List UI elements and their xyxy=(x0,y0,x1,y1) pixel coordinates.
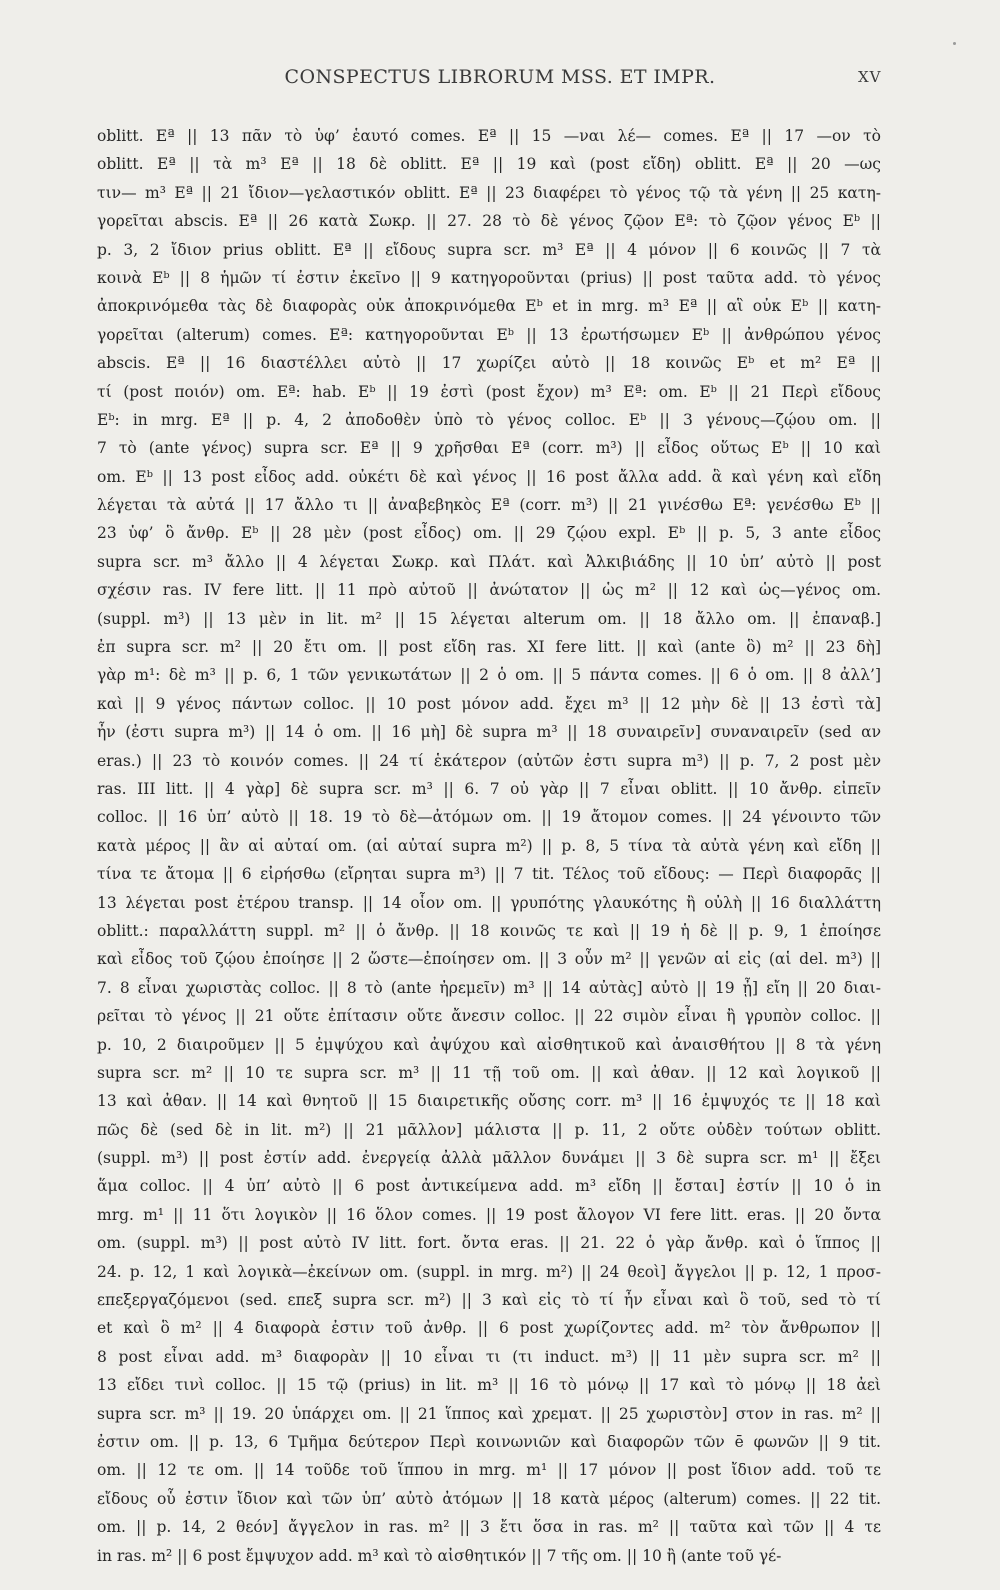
text-line: abscis. Eª || 16 διαστέλλει αὐτὸ || 17 χωρίζει αὐτὸ || 18 κοινῶς Eᵇ et m² Eª || xyxy=(97,354,881,373)
text-line: εἴδους οὗ ἐστιν ἴδιον καὶ τῶν ὑπ’ αὐτὸ ἀτόμων || 18 κατὰ μέρος (alterum) comes. || 22 tit. xyxy=(97,1489,881,1508)
text-line: et καὶ ὃ m² || 4 διαφορὰ ἐστιν τοῦ ἀνθρ. || 6 post χωρίζοντες add. m² τὸν ἄνθρωπον || xyxy=(97,1319,881,1338)
text-line: ἐπ supra scr. m² || 20 ἔτι om. || post εἴδη ras. XI fere litt. || καὶ (ante ὃ) m² || 23 δὴ] xyxy=(97,638,881,657)
text-line: p. 3, 2 ἴδιον prius oblitt. Eª || εἴδους supra scr. m³ Eª || 4 μόνον || 6 κοινῶς || 7 τὰ xyxy=(97,240,881,259)
text-line: ἦν (ἐστι supra m³) || 14 ὁ om. || 16 μὴ] δὲ supra m³ || 18 συναιρεῖν] συναναιρεῖν (sed αν xyxy=(97,723,881,742)
text-line: (suppl. m³) || post ἐστίν add. ἐνεργείᾳ ἀλλὰ μᾶλλον δυνάμει || 3 δὲ supra scr. m¹ || ἔξει xyxy=(97,1149,881,1168)
text-line: 13 λέγεται post ἑτέρου transp. || 14 οἷον om. || γρυπότης γλαυκότης ἢ οὐλὴ || 16 διαλλάττη xyxy=(97,893,881,912)
text-line: ρεῖται τὸ γένος || 21 οὔτε ἐπίτασιν οὔτε ἄνεσιν colloc. || 22 σιμὸν εἶναι ἢ γρυπὸν colloc. || xyxy=(97,1007,881,1026)
text-line: 13 καὶ ἀθαν. || 14 καὶ θνητοῦ || 15 διαιρετικῆς οὔσης corr. m³ || 16 ἐμψυχός τε || 18 καὶ xyxy=(97,1092,881,1111)
text-line: 24. p. 12, 1 καὶ λογικὰ—ἐκείνων om. (suppl. in mrg. m²) || 24 θεοὶ] ἄγγελοι || p. 12, 1 προσ- xyxy=(97,1262,881,1281)
text-line: τί (post ποιόν) om. Eª: hab. Eᵇ || 19 ἐστὶ (post ἔχον) m³ Eª: om. Eᵇ || 21 Περὶ εἴδους xyxy=(97,382,881,401)
text-line: oblitt. Eª || 13 πᾶν τὸ ὑφ’ ἑαυτό comes. Eª || 15 —ναι λέ— comes. Eª || 17 —ον τὸ xyxy=(97,127,881,145)
text-line: supra scr. m³ || 19. 20 ὑπάρχει om. || 21 ἵππος καὶ χρεματ. || 25 χωριστὸν] στον in ras. m² || xyxy=(97,1404,881,1423)
text-line: ras. III litt. || 4 γὰρ] δὲ supra scr. m³ || 6. 7 οὐ γὰρ || 7 εἶναι oblitt. || 10 ἄνθρ. εἰπεῖν xyxy=(97,779,881,798)
text-line: 7. 8 εἶναι χωριστὰς colloc. || 8 τὸ (ante ἠρεμεῖν) m³ || 14 αὐτὰς] αὐτὸ || 19 ᾖ] εἴη || 20 διαι- xyxy=(97,978,881,997)
text-line: in ras. m² || 6 post ἔμψυχον add. m³ καὶ τὸ αἰσθητικόν || 7 τῆς om. || 10 ἢ (ante τοῦ γέ- xyxy=(97,1546,782,1565)
text-line: επεξεργαζόμενοι (sed. επεξ supra scr. m²) || 3 καὶ εἰς τὸ τί ἦν εἶναι καὶ ὃ τοῦ, sed τὸ τί xyxy=(97,1291,881,1310)
text-line: om. || 12 τε om. || 14 τοῦδε τοῦ ἵππου in mrg. m¹ || 17 μόνον || post ἴδιον add. τοῦ τε xyxy=(97,1461,881,1480)
text-line: γορεῖται abscis. Eª || 26 κατὰ Σωκρ. || 27. 28 τὸ δὲ γένος ζῷον Eª: τὸ ζῷον γένος Eᵇ || xyxy=(97,212,881,231)
text-line: supra scr. m² || 10 τε supra scr. m³ || 11 τῇ τοῦ om. || καὶ ἀθαν. || 12 καὶ λογικοῦ || xyxy=(97,1063,881,1082)
text-line: p. 10, 2 διαιροῦμεν || 5 ἐμψύχου καὶ ἀψύχου καὶ αἰσθητικοῦ καὶ ἀναισθήτου || 8 τὰ γένη xyxy=(97,1035,881,1054)
text-line: σχέσιν ras. IV fere litt. || 11 πρὸ αὐτοῦ || ἀνώτατον || ὡς m² || 12 καὶ ὡς—γένος om. xyxy=(97,581,881,600)
text-line: oblitt. Eª || τὰ m³ Eª || 18 δὲ oblitt. Eª || 19 καὶ (post εἴδη) oblitt. Eª || 20 —ως xyxy=(97,155,881,174)
text-line: mrg. m¹ || 11 ὅτι λογικὸν || 16 ὅλον comes. || 19 post ἄλογον VI fere litt. eras. || 20 ὄντα xyxy=(97,1205,881,1224)
text-line: om. Eᵇ || 13 post εἶδος add. οὐκέτι δὲ καὶ γένος || 16 post ἄλλα add. ἃ καὶ γένη καὶ εἴδη xyxy=(97,467,881,486)
text-line: καὶ || 9 γένος πάντων colloc. || 10 post μόνον add. ἔχει m³ || 12 μὴν δὲ || 13 ἐστὶ τὰ] xyxy=(97,694,881,713)
text-line: supra scr. m³ ἄλλο || 4 λέγεται Σωκρ. καὶ Πλάτ. καὶ Ἀλκιβιάδης || 10 ὑπ’ αὐτὸ || post xyxy=(97,552,881,571)
text-line: 13 εἴδει τινὶ colloc. || 15 τῷ (prius) in lit. m³ || 16 τὸ μόνῳ || 17 καὶ τὸ μόνῳ || 18 ἀεὶ xyxy=(97,1376,881,1395)
text-line: om. || p. 14, 2 θεόν] ἄγγελον in ras. m² || 3 ἔτι ὅσα in ras. m² || ταῦτα καὶ τῶν || 4 τε xyxy=(97,1518,881,1537)
text-line: 23 ὑφ’ ὃ ἄνθρ. Eᵇ || 28 μὲν (post εἶδος) om. || 29 ζῴου expl. Eᵇ || p. 5, 3 ante εἶδος xyxy=(97,524,881,543)
text-line: 8 post εἶναι add. m³ διαφορὰν || 10 εἶναι τι (τι induct. m³) || 11 μὲν supra scr. m² || xyxy=(97,1347,881,1366)
speck xyxy=(953,42,956,45)
text-line: om. (suppl. m³) || post αὐτὸ IV litt. fort. ὄντα eras. || 21. 22 ὁ γὰρ ἄνθρ. καὶ ὁ ἵππος || xyxy=(97,1234,881,1253)
text-line: ἀποκρινόμεθα τὰς δὲ διαφορὰς οὐκ ἀποκρινόμεθα Eᵇ et in mrg. m³ Eª || αἳ οὐκ Eᵇ || κατη- xyxy=(97,297,881,316)
text-line: γορεῖται (alterum) comes. Eª: κατηγοροῦνται Eᵇ || 13 ἐρωτήσωμεν Eᵇ || ἀνθρώπου γένος xyxy=(97,325,881,344)
text-line: eras.) || 23 τὸ κοινόν comes. || 24 τί ἑκάτερον (αὐτῶν ἐστι supra m³) || p. 7, 2 post μὲν xyxy=(97,751,881,770)
page-number: XV xyxy=(858,68,882,86)
text-line: κατὰ μέρος || ἂν αἱ αὐταί om. (αἱ αὐταί supra m²) || p. 8, 5 τίνα τὰ αὐτὰ γένη καὶ εἴδη || xyxy=(97,836,881,855)
text-line: ἅμα colloc. || 4 ὑπ’ αὐτὸ || 6 post ἀντικείμενα add. m³ εἴδη || ἔσται] ἐστίν || 10 ὁ in xyxy=(97,1177,881,1196)
text-line: oblitt.: παραλλάττη suppl. m² || ὁ ἄνθρ. || 18 κοινῶς τε καὶ || 19 ἡ δὲ || p. 9, 1 ἐποίησε xyxy=(97,921,881,940)
text-line: λέγεται τὰ αὐτά || 17 ἄλλο τι || ἀναβεβηκὸς Eª (corr. m³) || 21 γινέσθω Eª: γενέσθω Eᵇ || xyxy=(97,496,881,515)
text-line: καὶ εἶδος τοῦ ζῴου ἐποίησε || 2 ὥστε—ἐποίησεν om. || 3 οὖν m² || γενῶν αἱ εἰς (αἱ del. m³) || xyxy=(97,950,881,969)
text-line: 7 τὸ (ante γένος) supra scr. Eª || 9 χρῆσθαι Eª (corr. m³) || εἶδος οὕτως Eᵇ || 10 καὶ xyxy=(97,439,881,458)
text-line: (suppl. m³) || 13 μὲν in lit. m² || 15 λέγεται alterum om. || 18 ἄλλο om. || ἐπαναβ.] xyxy=(97,609,881,628)
running-title: CONSPECTUS LIBRORUM MSS. ET IMPR. xyxy=(284,66,716,88)
text-line: colloc. || 16 ὑπ’ αὐτὸ || 18. 19 τὸ δὲ—ἀτόμων om. || 19 ἄτομον comes. || 24 γένοιντο τῶν xyxy=(97,808,881,827)
text-line: πῶς δὲ (sed δὲ in lit. m²) || 21 μᾶλλον] μάλιστα || p. 11, 2 οὔτε οὐδὲν τούτων oblitt. xyxy=(97,1120,881,1139)
text-line: γὰρ m¹: δὲ m³ || p. 6, 1 τῶν γενικωτάτων || 2 ὁ om. || 5 πάντα comes. || 6 ὁ om. || 8 ἀλλ’] xyxy=(97,666,881,685)
text-line: Eᵇ: in mrg. Eª || p. 4, 2 ἀποδοθὲν ὑπὸ τὸ γένος colloc. Eᵇ || 3 γένους—ζῴου om. || xyxy=(97,410,881,429)
text-line: τιν— m³ Eª || 21 ἴδιον—γελαστικόν oblitt. Eª || 23 διαφέρει τὸ γένος τῷ τὰ γένη || 25 κατη- xyxy=(97,183,881,202)
body-text xyxy=(97,122,881,1570)
text-line: κοινὰ Eᵇ || 8 ἡμῶν τί ἐστιν ἐκεῖνο || 9 κατηγοροῦνται (prius) || post ταῦτα add. τὸ γένος xyxy=(97,268,881,287)
text-line: ἐστιν om. || p. 13, 6 Τμῆμα δεύτερον Περὶ κοινωνιῶν καὶ διαφορῶν τῶν ē φωνῶν || 9 tit. xyxy=(97,1432,881,1451)
text-line: τίνα τε ἄτομα || 6 εἰρήσθω (εἴρηται supra m³) || 7 tit. Τέλος τοῦ εἴδους: — Περὶ διαφορᾶς || xyxy=(97,865,881,884)
